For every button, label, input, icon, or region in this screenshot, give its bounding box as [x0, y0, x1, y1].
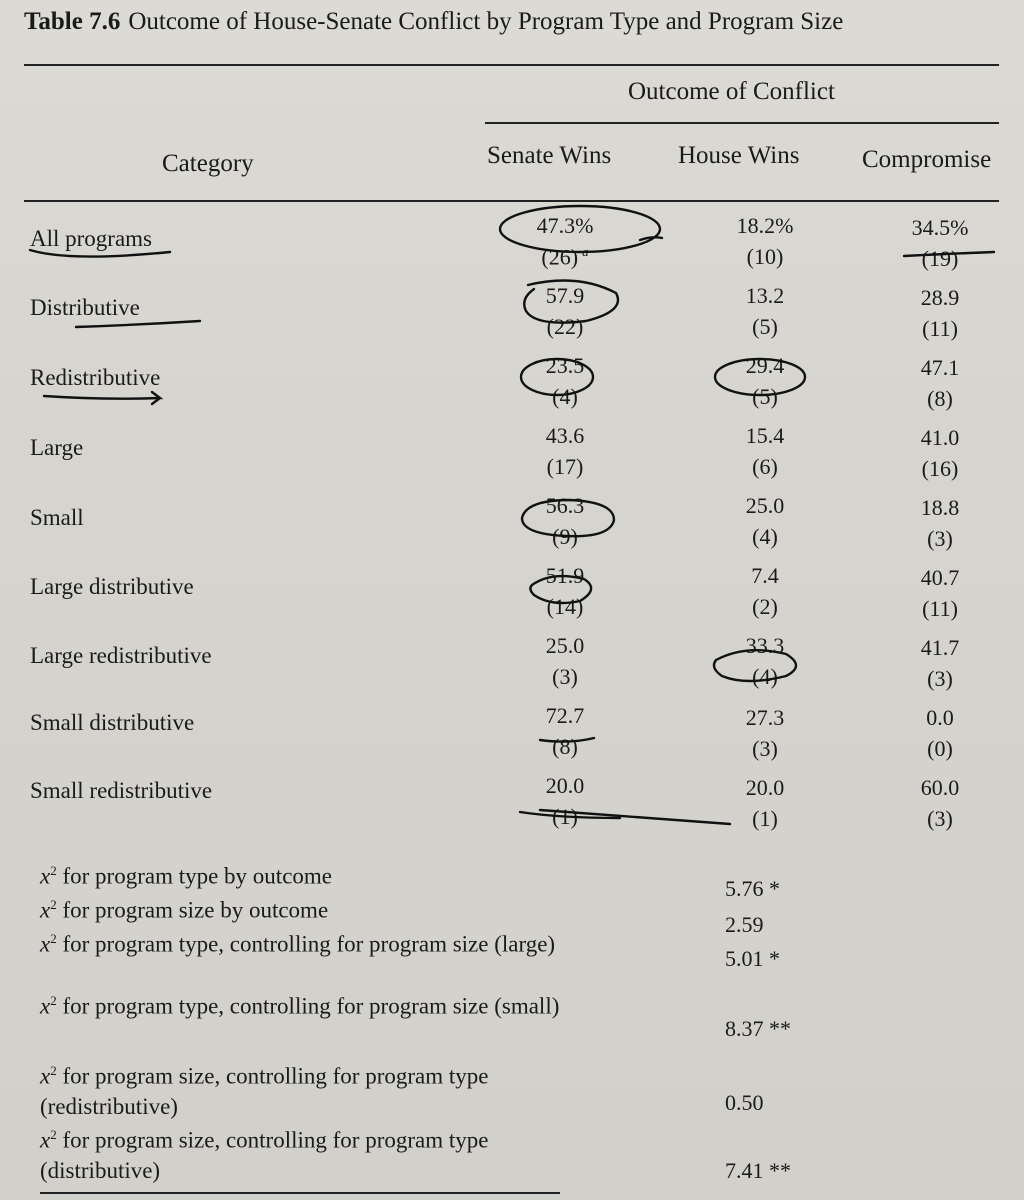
- compromise-percent: 0.0: [926, 705, 954, 730]
- compromise-count: (16): [921, 456, 959, 481]
- house-count: (2): [752, 594, 778, 619]
- row-category: Small distributive: [30, 710, 195, 735]
- house-count: (3): [752, 736, 778, 761]
- senate-count: (14): [546, 594, 584, 619]
- house-percent: 20.0: [745, 775, 785, 800]
- compromise-count: (11): [922, 596, 958, 621]
- senate-count: (3): [552, 664, 578, 689]
- house-count: (1): [752, 806, 778, 831]
- chi-square-value: 5.76 *: [725, 876, 780, 901]
- pen-underline: [540, 738, 594, 742]
- pen-circle: [530, 576, 591, 603]
- row-category: All programs: [30, 226, 153, 251]
- house-percent: 33.3: [745, 633, 785, 658]
- house-percent: 13.2: [745, 283, 785, 308]
- senate-count: (8): [552, 734, 578, 759]
- pen-underline: [30, 250, 170, 257]
- row-category: Large distributive: [30, 574, 194, 599]
- compromise-percent: 18.8: [920, 495, 960, 520]
- house-count: (4): [752, 524, 778, 549]
- row-category: Redistributive: [30, 365, 161, 390]
- house-count: (6): [752, 454, 778, 479]
- pen-underline: [904, 252, 994, 256]
- compromise-count: (8): [927, 386, 953, 411]
- compromise-count: (3): [927, 806, 953, 831]
- house-percent: 29.4: [745, 353, 785, 378]
- house-percent: 27.3: [745, 705, 785, 730]
- chi-square-label: $x^2$ for program size by outcome: [40, 897, 329, 923]
- house-percent: 25.0: [745, 493, 785, 518]
- pen-circle: [715, 359, 805, 395]
- pen-underline: [76, 321, 200, 327]
- senate-percent: 72.7: [545, 703, 585, 728]
- house-percent: 15.4: [745, 423, 785, 448]
- house-percent: 18.2%: [736, 213, 794, 238]
- footnote-marker: a: [582, 244, 589, 259]
- senate-count: (17): [546, 454, 584, 479]
- chi-square-label: $x^2$ for program type, controlling for program size (large): [40, 931, 556, 957]
- compromise-percent: 41.0: [920, 425, 960, 450]
- pen-circle: [714, 650, 796, 681]
- chi-square-value: 0.50: [725, 1090, 764, 1115]
- table-number: Table 7.6: [24, 8, 121, 35]
- row-category: Small redistributive: [30, 778, 213, 803]
- senate-count: (22): [546, 314, 584, 339]
- compromise-count: (3): [927, 526, 953, 551]
- chi-square-label: $x^2$ for program type, controlling for program size (small): [40, 993, 560, 1019]
- senate-percent: 51.9: [545, 563, 585, 588]
- house-count: (10): [746, 244, 784, 269]
- compromise-percent: 40.7: [920, 565, 960, 590]
- compromise-percent: 34.5%: [911, 215, 969, 240]
- header-compromise: Compromise: [862, 146, 992, 173]
- compromise-percent: 60.0: [920, 775, 960, 800]
- count-text: (26): [541, 244, 579, 270]
- senate-percent: 23.5: [545, 353, 585, 378]
- senate-percent: 57.9: [545, 283, 585, 308]
- house-percent: 7.4: [751, 563, 779, 588]
- row-category: Distributive: [30, 295, 140, 320]
- pen-circle: [524, 281, 618, 323]
- senate-percent: 20.0: [545, 773, 585, 798]
- chi-square-label: $x^2$ for program size, controlling for program type (distributive): [40, 1127, 489, 1183]
- compromise-count: (0): [927, 736, 953, 761]
- pen-circle: [500, 206, 660, 252]
- senate-count: (1): [552, 804, 578, 829]
- pen-circle: [521, 359, 593, 395]
- compromise-count: (3): [927, 666, 953, 691]
- compromise-percent: 47.1: [920, 355, 960, 380]
- pen-circle: [522, 500, 614, 536]
- spanning-header: Outcome of Conflict: [628, 78, 835, 105]
- senate-count: (9): [552, 524, 578, 549]
- row-category: Small: [30, 505, 84, 530]
- house-count: (4): [752, 664, 778, 689]
- senate-percent: 47.3%: [536, 213, 594, 238]
- row-category: Large: [30, 435, 84, 460]
- row-category: Large redistributive: [30, 643, 212, 668]
- chi-square-label: $x^2$ for program size, controlling for program type (redistributive): [40, 1063, 489, 1119]
- table-caption: Outcome of House-Senate Conflict by Program Type and Program Size: [128, 8, 844, 35]
- header-category: Category: [162, 150, 254, 177]
- senate-percent: 56.3: [545, 493, 585, 518]
- compromise-percent: 41.7: [920, 635, 960, 660]
- header-house-wins: House Wins: [678, 142, 800, 169]
- pen-arrow: [44, 392, 160, 404]
- senate-percent: 43.6: [545, 423, 585, 448]
- compromise-count: (19): [921, 246, 959, 271]
- compromise-percent: 28.9: [920, 285, 960, 310]
- house-count: (5): [752, 384, 778, 409]
- chi-square-value: 2.59: [725, 912, 764, 937]
- senate-percent: 25.0: [545, 633, 585, 658]
- compromise-count: (11): [922, 316, 958, 341]
- house-count: (5): [752, 314, 778, 339]
- chi-square-label: $x^2$ for program type by outcome: [40, 863, 332, 889]
- chi-square-value: 5.01 *: [725, 946, 780, 971]
- header-senate-wins: Senate Wins: [487, 142, 612, 169]
- chi-square-value: 8.37 **: [725, 1016, 791, 1041]
- senate-count: (4): [552, 384, 578, 409]
- chi-square-value: 7.41 **: [725, 1158, 791, 1183]
